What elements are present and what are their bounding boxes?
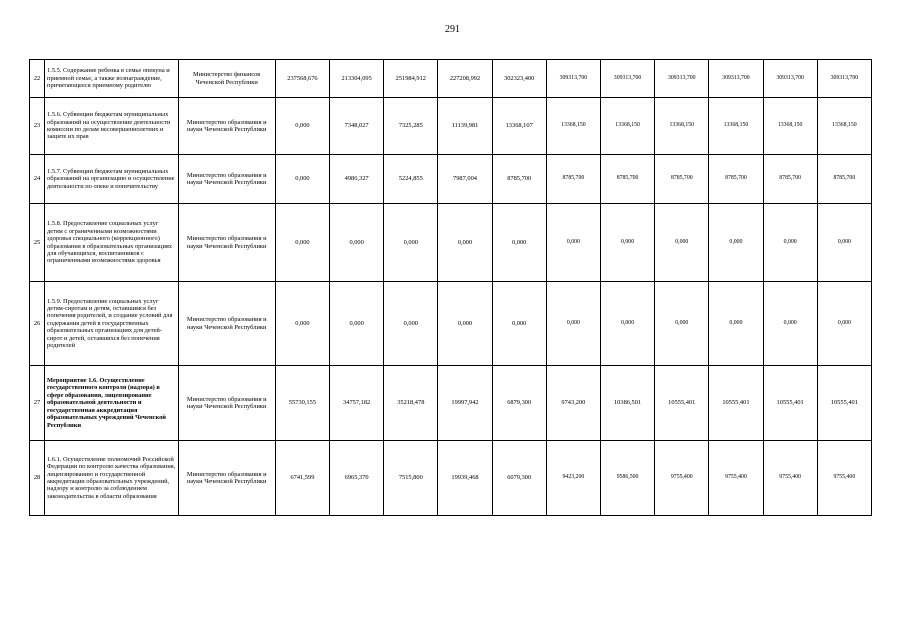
- responsible-organization: Министерство финансов Чеченской Республики: [178, 60, 275, 98]
- funding-value: 227208,992: [438, 60, 492, 98]
- funding-value: 0,000: [709, 204, 763, 282]
- funding-value: 8785,700: [492, 155, 546, 204]
- funding-value: 13368,107: [492, 98, 546, 155]
- row-number: 22: [30, 60, 45, 98]
- page-number: 291: [445, 24, 460, 35]
- funding-value: 9755,400: [763, 441, 817, 516]
- funding-value: 9755,400: [655, 441, 709, 516]
- funding-value: 7987,004: [438, 155, 492, 204]
- funding-value: 0,000: [384, 282, 438, 366]
- funding-value: 0,000: [275, 204, 329, 282]
- funding-value: 0,000: [763, 282, 817, 366]
- funding-value: 6879,300: [492, 366, 546, 441]
- funding-value: 9743,200: [546, 366, 600, 441]
- activity-name: 1.5.7. Субвенции бюджетам муниципальных образований на организацию и осуществление деятельности по опеке и попечительству: [45, 155, 178, 204]
- responsible-organization: Министерство образования и науки Чеченской Республики: [178, 441, 275, 516]
- funding-value: 10386,501: [600, 366, 654, 441]
- funding-value: 309313,700: [600, 60, 654, 98]
- funding-value: 0,000: [546, 204, 600, 282]
- row-number: 27: [30, 366, 45, 441]
- funding-value: 0,000: [330, 204, 384, 282]
- table-row: [30, 441, 872, 516]
- responsible-organization: Министерство образования и науки Чеченской Республики: [178, 282, 275, 366]
- funding-value: 19939,468: [438, 441, 492, 516]
- table-row: [30, 60, 872, 98]
- funding-value: 55730,155: [275, 366, 329, 441]
- budget-table: [29, 59, 872, 516]
- funding-value: 0,000: [438, 204, 492, 282]
- funding-value: 10555,401: [709, 366, 763, 441]
- funding-value: 13368,150: [546, 98, 600, 155]
- funding-value: 0,000: [492, 204, 546, 282]
- funding-value: 0,000: [438, 282, 492, 366]
- funding-value: 0,000: [275, 98, 329, 155]
- funding-value: 4986,327: [330, 155, 384, 204]
- funding-value: 9586,500: [600, 441, 654, 516]
- funding-value: 0,000: [817, 282, 871, 366]
- funding-value: 309313,700: [655, 60, 709, 98]
- funding-value: 8785,700: [709, 155, 763, 204]
- table-row: [30, 98, 872, 155]
- funding-value: 0,000: [330, 282, 384, 366]
- row-number: 25: [30, 204, 45, 282]
- activity-name: 1.5.6. Субвенции бюджетам муниципальных образований на осуществление деятельности комиссии по делам несовершеннолетних и защите их прав: [45, 98, 178, 155]
- funding-value: 8785,700: [600, 155, 654, 204]
- funding-value: 0,000: [655, 282, 709, 366]
- funding-value: 11139,981: [438, 98, 492, 155]
- responsible-organization: Министерство образования и науки Чеченской Республики: [178, 204, 275, 282]
- funding-value: 13368,150: [817, 98, 871, 155]
- funding-value: 9423,200: [546, 441, 600, 516]
- funding-value: 6741,599: [275, 441, 329, 516]
- funding-value: 237568,676: [275, 60, 329, 98]
- funding-value: 309313,700: [546, 60, 600, 98]
- funding-value: 13368,150: [709, 98, 763, 155]
- responsible-organization: Министерство образования и науки Чеченской Республики: [178, 366, 275, 441]
- table-row: [30, 155, 872, 204]
- funding-value: 8785,700: [817, 155, 871, 204]
- activity-name: 1.5.8. Предоставление социальных услуг детям с ограниченными возможностями здоровья специального (коррекционного) образования в образовательных организациях для обучающихся, воспитанников с ограниченными возможностями здоровья: [45, 204, 178, 282]
- row-number: 26: [30, 282, 45, 366]
- funding-value: 0,000: [546, 282, 600, 366]
- funding-value: 302323,400: [492, 60, 546, 98]
- funding-value: 0,000: [763, 204, 817, 282]
- funding-value: 0,000: [275, 155, 329, 204]
- funding-value: 251984,912: [384, 60, 438, 98]
- funding-value: 8785,700: [763, 155, 817, 204]
- funding-value: 0,000: [275, 282, 329, 366]
- activity-name: 1.5.9. Предоставление социальных услуг детям-сиротам и детям, оставшимся без попечения родителей, и создание условий для содержания детей в государственных образовательных организациях для детей-сирот и детей, оставшихся без попечения родителей: [45, 282, 178, 366]
- funding-value: 309313,700: [817, 60, 871, 98]
- funding-value: 35218,478: [384, 366, 438, 441]
- funding-value: 19997,942: [438, 366, 492, 441]
- funding-value: 8785,700: [655, 155, 709, 204]
- funding-value: 309313,700: [763, 60, 817, 98]
- funding-value: 0,000: [600, 204, 654, 282]
- funding-value: 0,000: [709, 282, 763, 366]
- row-number: 28: [30, 441, 45, 516]
- funding-value: 5224,855: [384, 155, 438, 204]
- row-number: 24: [30, 155, 45, 204]
- activity-name: Мероприятие 1.6. Осуществление государственного контроля (надзора) в сфере образования, лицензирование образовательной деятельности и государственная аккредитация образовательных учреждений Чеченской Республики: [45, 366, 178, 441]
- funding-value: 0,000: [600, 282, 654, 366]
- funding-value: 0,000: [384, 204, 438, 282]
- funding-value: 7515,800: [384, 441, 438, 516]
- funding-value: 10555,401: [655, 366, 709, 441]
- funding-value: 34757,182: [330, 366, 384, 441]
- funding-value: 0,000: [817, 204, 871, 282]
- funding-value: 309313,700: [709, 60, 763, 98]
- activity-name: 1.5.5. Содержание ребенка в семье опекуна и приемной семье, а также вознаграждение, причитающееся приемному родителю: [45, 60, 178, 98]
- funding-value: 0,000: [655, 204, 709, 282]
- funding-value: 13368,150: [655, 98, 709, 155]
- funding-value: 7325,285: [384, 98, 438, 155]
- funding-value: 0,000: [492, 282, 546, 366]
- table-row: [30, 366, 872, 441]
- responsible-organization: Министерство образования и науки Чеченской Республики: [178, 155, 275, 204]
- funding-value: 6079,300: [492, 441, 546, 516]
- funding-value: 10555,401: [817, 366, 871, 441]
- table-row: [30, 204, 872, 282]
- funding-value: 9755,400: [817, 441, 871, 516]
- funding-value: 6965,370: [330, 441, 384, 516]
- funding-value: 213304,095: [330, 60, 384, 98]
- funding-value: 13368,150: [763, 98, 817, 155]
- funding-value: 10555,401: [763, 366, 817, 441]
- activity-name: 1.6.1. Осуществление полномочий Российской Федерации по контролю качества образования, лицензированию и государственной аккредитации образовательных учреждений, надзору и контролю за соблюдением законодательства в области образования: [45, 441, 178, 516]
- funding-value: 9755,400: [709, 441, 763, 516]
- funding-value: 8785,700: [546, 155, 600, 204]
- funding-value: 7348,027: [330, 98, 384, 155]
- table-row: [30, 282, 872, 366]
- funding-value: 13368,150: [600, 98, 654, 155]
- responsible-organization: Министерство образования и науки Чеченской Республики: [178, 98, 275, 155]
- row-number: 23: [30, 98, 45, 155]
